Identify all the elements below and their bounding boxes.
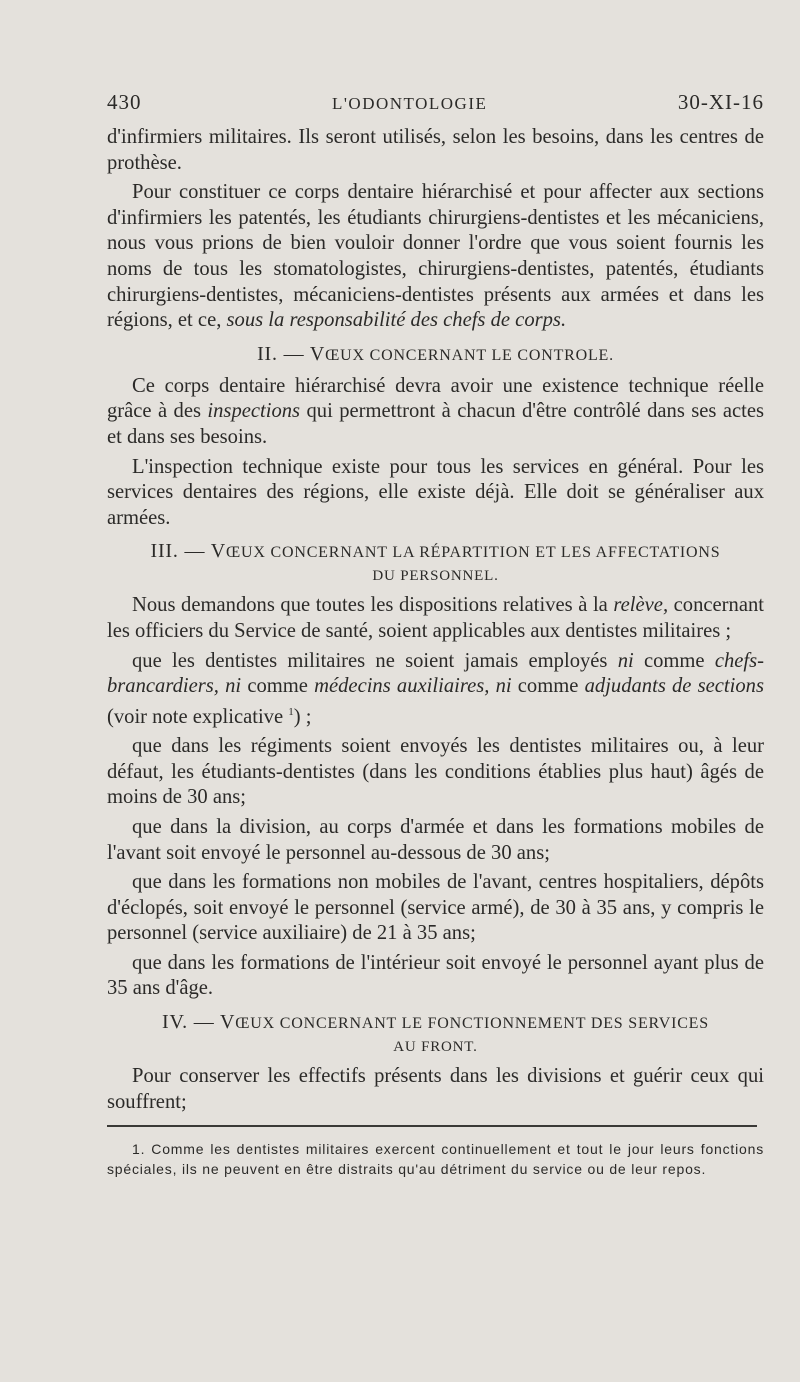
paragraph-text: Ce corps dentaire hiérarchisé devra avoir une existence technique réelle grâce à des xyxy=(107,374,764,423)
italic-text: chefs-brancardiers, ni xyxy=(107,649,764,698)
journal-title: L'ODONTOLOGIE xyxy=(331,94,488,113)
paragraph-text: Nous demandons que toutes les dispositions relatives à la xyxy=(132,594,614,617)
footnote: 1. Comme les dentistes militaires exercent continuellement et tout le jour leurs fonctions spéciales, ils ne peuvent en être distraits qu'au détriment du service ou de leur repos. xyxy=(107,1141,764,1178)
italic-text: ni xyxy=(617,649,634,672)
paragraph: d'infirmiers militaires. Ils seront utilisés, selon les besoins, dans les centres de prothèse. xyxy=(107,126,764,174)
paragraph: que dans les formations de l'intérieur soit envoyé le personnel ayant plus de 35 ans d'âge. xyxy=(107,951,764,1000)
paragraph xyxy=(107,593,764,644)
paragraph-text: concernant les officiers du Service de santé, soient applicables aux dentistes militaires ; xyxy=(107,594,764,642)
heading-subline: AU FRONT. xyxy=(393,1039,478,1056)
italic-text: adjudants de sections xyxy=(584,675,764,698)
body-text xyxy=(107,125,764,1115)
paragraph xyxy=(107,649,764,731)
heading-subline: DU PERSONNEL. xyxy=(372,568,499,585)
paragraph-text: que les dentistes militaires ne soient jamais employés xyxy=(132,649,618,672)
paragraph xyxy=(107,374,764,451)
paragraph-text: (voir note explicative xyxy=(107,705,289,728)
italic-text: médecins auxiliaires, ni xyxy=(314,675,512,698)
footnote-marker[interactable]: 1 xyxy=(288,705,294,718)
paragraph: que dans les formations non mobiles de l'avant, centres hospitaliers, dépôts d'éclopés, soit envoyé le personnel (service armé), de 30 à 35 ans, y compris le personnel (service auxiliaire) de 21 à 35 ans; xyxy=(107,871,764,945)
paragraph: que dans la division, au corps d'armée et dans les formations mobiles de l'avant soit envoyé le personnel au-dessous de 30 ans; xyxy=(107,815,764,864)
paragraph-text: comme xyxy=(241,675,315,698)
section-heading-iii xyxy=(107,539,764,587)
paragraph: L'inspection technique existe pour tous les services en général. Pour les services dentaires des régions, elle existe déjà. Elle doit se généraliser aux armées. xyxy=(107,455,764,529)
paragraph-text: qui permettront à chacun d'être contrôlé dans ses actes et dans ses besoins. xyxy=(107,400,765,448)
heading-text: ŒUX CONCERNANT LE CONTROLE. xyxy=(325,346,614,364)
paragraph: que dans les régiments soient envoyés les dentistes militaires ou, à leur défaut, les étudiants-dentistes (dans les conditions établies plus haut) âgés de moins de 30 ans; xyxy=(107,735,764,809)
paragraph-text: comme xyxy=(633,649,715,672)
italic-text: relève, xyxy=(613,594,669,617)
section-heading-iv xyxy=(107,1010,764,1058)
heading-number: II. — V xyxy=(257,342,326,365)
paragraph-text: ) ; xyxy=(293,705,312,728)
italic-text: sous la responsabilité des chefs de corps. xyxy=(226,309,567,332)
heading-number: III. — V xyxy=(150,540,226,563)
italic-text: inspections xyxy=(207,400,301,423)
paragraph-text: comme xyxy=(511,675,585,698)
paragraph-text: Pour constituer ce corps dentaire hiérarchisé et pour affecter aux sections d'infirmiers les patentés, les étudiants chirurgiens-dentistes et les mécaniciens, nous vous prions de bien vouloir donner l'ordre que vous soient fournis les noms de tous les stomatologistes, chirurgiens-dentistes, patentés, étudiants chirurgiens-dentistes, mécaniciens-dentistes présents aux armées et dans les régions, et ce, xyxy=(107,181,764,332)
paragraph xyxy=(107,180,764,334)
heading-number: IV. — V xyxy=(162,1011,236,1034)
issue-date: 30-XI-16 xyxy=(677,90,764,114)
page-number: 430 xyxy=(107,90,142,114)
heading-text: ŒUX CONCERNANT LA RÉPARTITION ET LES AFFECTATIONS xyxy=(225,544,721,562)
running-head xyxy=(107,90,764,115)
heading-text: ŒUX CONCERNANT LE FONCTIONNEMENT DES SERVICES xyxy=(235,1015,709,1033)
section-heading-ii xyxy=(107,342,764,368)
paragraph: Pour conserver les effectifs présents dans les divisions et guérir ceux qui souffrent; xyxy=(107,1065,764,1113)
footnote-divider xyxy=(107,1125,757,1127)
